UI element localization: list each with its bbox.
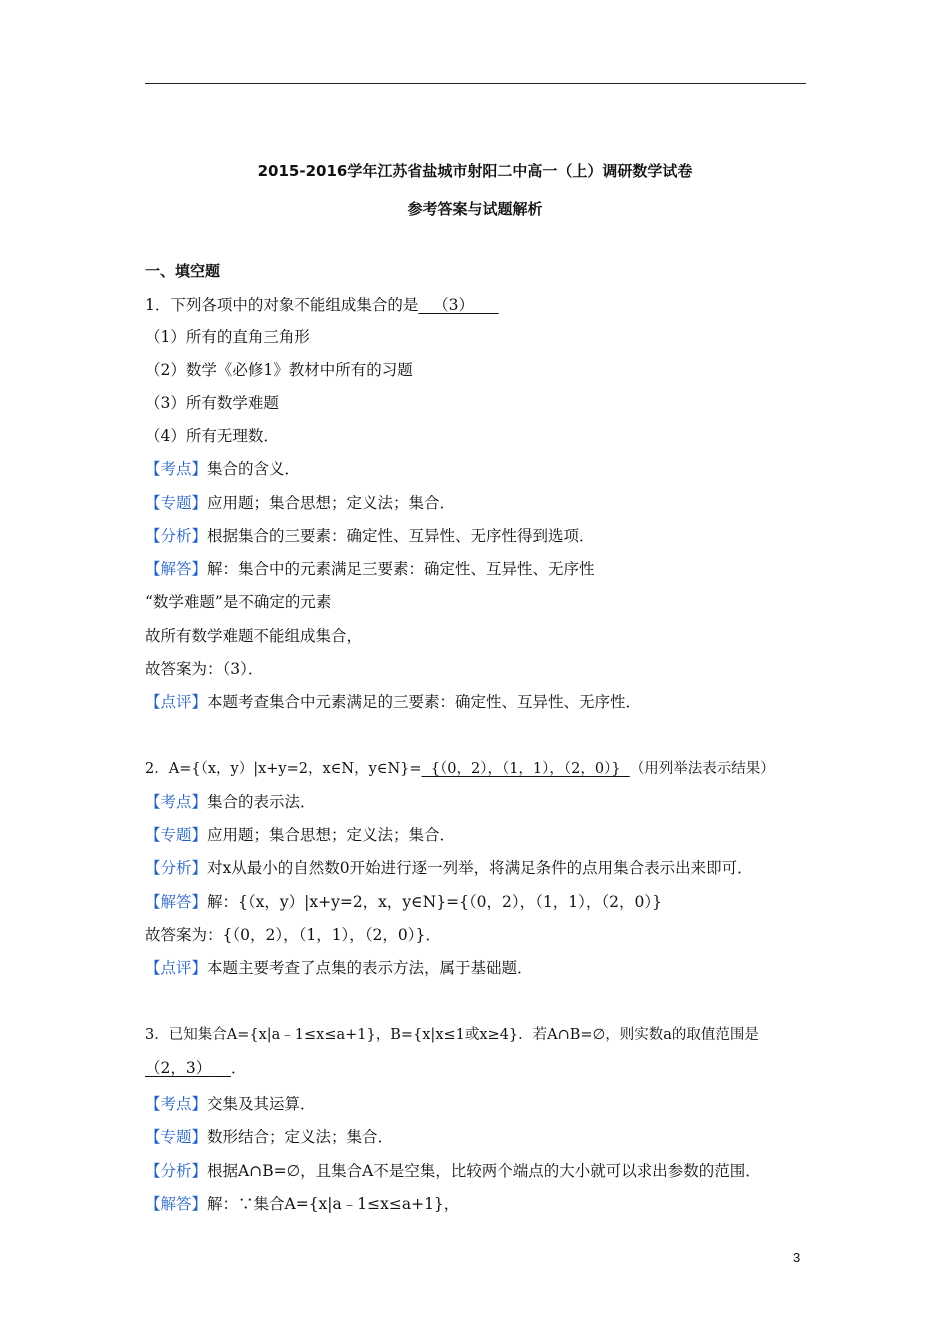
q2-dianping: 【点评】本题主要考查了点集的表示方法，属于基础题．: [145, 959, 533, 977]
q1-dianping: 【点评】本题考查集合中元素满足的三要素：确定性、互异性、无序性．: [145, 693, 642, 711]
page-number: 3: [793, 1250, 801, 1265]
label-fenxi: 【分析】: [145, 859, 208, 877]
q3-zhuanti: 【专题】数形结合；定义法；集合．: [145, 1128, 394, 1146]
label-kaodian: 【考点】: [145, 793, 208, 811]
label-dianping: 【点评】: [145, 959, 208, 977]
q1-stem: 1．下列各项中的对象不能组成集合的是 （3）: [145, 295, 499, 315]
q1-option-4: （4）所有无理数．: [145, 427, 279, 445]
q1-option-2: （2）数学《必修1》教材中所有的习题: [145, 361, 413, 379]
label-jieda: 【解答】: [145, 560, 208, 578]
q2-stem: 2．A={（x，y）|x+y=2，x∈N，y∈N}= {（0，2），（1，1），（2，0）} （用列举法表示结果）: [145, 761, 775, 777]
label-zhuanti: 【专题】: [145, 494, 208, 512]
q2-jieda-line2: 故答案为：{（0，2），（1，1），（2，0）}．: [145, 926, 441, 944]
document-title: 2015-2016学年江苏省盐城市射阳二中高一（上）调研数学试卷: [257, 162, 693, 180]
label-zhuanti: 【专题】: [145, 1128, 208, 1146]
q3-stem: 3．已知集合A={x|a﹣1≤x≤a+1}，B={x|x≤1或x≥4}．若A∩B=∅，则实数a的取值范围是: [145, 1027, 759, 1043]
label-jieda: 【解答】: [145, 893, 208, 911]
label-dianping: 【点评】: [145, 693, 208, 711]
label-kaodian: 【考点】: [145, 1095, 208, 1113]
q1-answer-blank: （3）: [433, 296, 475, 314]
q2-zhuanti: 【专题】应用题；集合思想；定义法；集合．: [145, 826, 456, 844]
q1-jieda: 【解答】解：集合中的元素满足三要素：确定性、互异性、无序性: [145, 560, 595, 578]
label-fenxi: 【分析】: [145, 1162, 208, 1180]
q1-kaodian: 【考点】集合的含义．: [145, 460, 301, 478]
document-subtitle: 参考答案与试题解析: [407, 200, 543, 218]
q3-jieda: 【解答】解：∵集合A={x|a﹣1≤x≤a+1}，: [145, 1195, 460, 1213]
q3-fenxi: 【分析】根据A∩B=∅，且集合A不是空集，比较两个端点的大小就可以求出参数的范围．: [145, 1162, 761, 1180]
label-kaodian: 【考点】: [145, 460, 208, 478]
header-rule: [145, 83, 806, 84]
section-heading: 一、填空题: [145, 262, 221, 280]
q1-zhuanti: 【专题】应用题；集合思想；定义法；集合．: [145, 494, 456, 512]
q3-kaodian: 【考点】交集及其运算．: [145, 1095, 316, 1113]
q3-answer-blank: （2，3）: [145, 1059, 212, 1077]
label-zhuanti: 【专题】: [145, 826, 208, 844]
q1-jieda-line4: 故答案为：（3）．: [145, 660, 264, 678]
q2-fenxi: 【分析】对x从最小的自然数0开始进行逐一列举，将满足条件的点用集合表示出来即可．: [145, 859, 753, 877]
q1-option-1: （1）所有的直角三角形: [145, 328, 310, 346]
q2-kaodian: 【考点】集合的表示法．: [145, 793, 316, 811]
q1-option-3: （3）所有数学难题: [145, 394, 279, 412]
q1-jieda-line3: 故所有数学难题不能组成集合，: [145, 627, 363, 645]
q2-jieda: 【解答】解：{（x，y）|x+y=2，x，y∈N}={（0，2），（1，1），（2，0）}: [145, 893, 662, 911]
q1-fenxi: 【分析】根据集合的三要素：确定性、互异性、无序性得到选项．: [145, 527, 595, 545]
label-fenxi: 【分析】: [145, 527, 208, 545]
q2-answer-blank: {（0，2），（1，1），（2，0）}: [430, 761, 621, 777]
q1-jieda-line2: “数学难题”是不确定的元素: [145, 593, 332, 611]
q3-answer-line: （2，3） ．: [145, 1059, 247, 1077]
label-jieda: 【解答】: [145, 1195, 208, 1213]
